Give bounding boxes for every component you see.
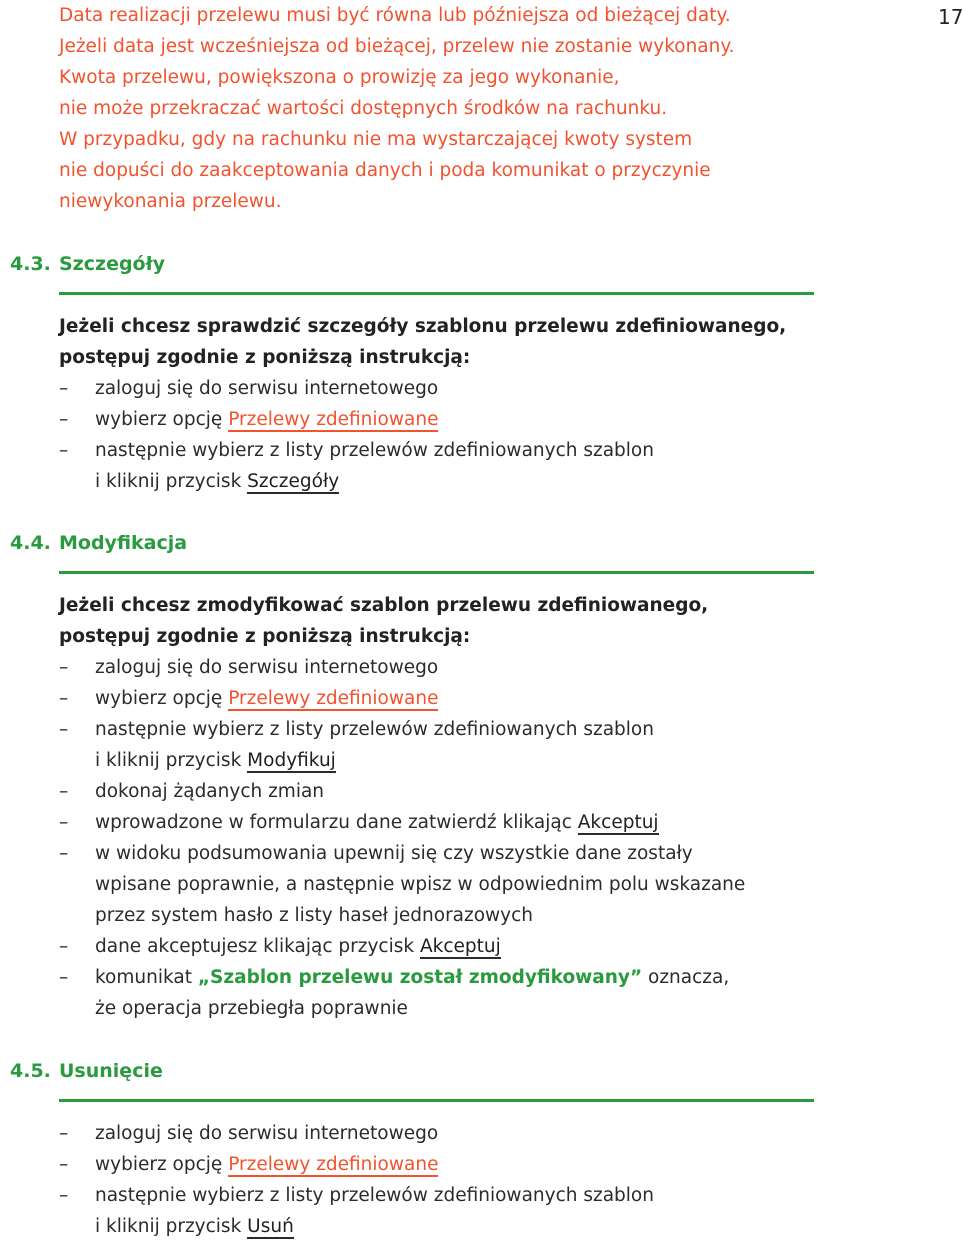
section-lead	[59, 590, 859, 652]
list-item	[59, 404, 879, 435]
akceptuj-button[interactable]: Akceptuj	[577, 812, 659, 833]
step-text: wybierz opcję	[95, 1154, 229, 1175]
step-text: następnie wybierz z listy przelewów zdefiniowanych szablon	[95, 719, 654, 740]
list-item	[59, 807, 879, 838]
dash-bullet: –	[59, 936, 69, 957]
szczegoly-button[interactable]: Szczegóły	[247, 471, 340, 492]
section-divider	[59, 292, 814, 295]
step-text: w widoku podsumowania upewnij się czy wszystkie dane zostały	[95, 843, 693, 864]
intro-line: Kwota przelewu, powiększona o prowizję za jego wykonanie,	[59, 67, 620, 88]
section-number: 4.4.	[10, 532, 51, 554]
steps-list	[59, 652, 879, 1024]
dash-bullet: –	[59, 719, 69, 740]
list-item	[59, 373, 879, 404]
section-number: 4.3.	[10, 253, 51, 275]
dash-bullet: –	[59, 1123, 69, 1144]
step-text: dokonaj żądanych zmian	[95, 781, 325, 802]
lead-line: postępuj zgodnie z poniższą instrukcją:	[59, 626, 471, 647]
step-text: wybierz opcję	[95, 409, 229, 430]
intro-line: nie może przekraczać wartości dostępnych środków na rachunku.	[59, 98, 668, 119]
section-title: Szczegóły	[59, 253, 166, 275]
section-divider	[59, 1099, 814, 1102]
step-text: oznacza,	[642, 967, 730, 988]
list-item	[59, 652, 879, 683]
list-item	[59, 435, 879, 497]
akceptuj-button[interactable]: Akceptuj	[419, 936, 501, 957]
steps-list	[59, 373, 879, 497]
list-item	[59, 1180, 879, 1242]
section-heading	[0, 528, 960, 559]
intro-line: nie dopuści do zaakceptowania danych i poda komunikat o przyczynie	[59, 160, 711, 181]
dash-bullet: –	[59, 781, 69, 802]
list-item	[59, 776, 879, 807]
steps-list	[59, 1118, 879, 1242]
przelewy-zdefiniowane-link[interactable]: Przelewy zdefiniowane	[228, 688, 439, 709]
list-item	[59, 683, 879, 714]
dash-bullet: –	[59, 967, 69, 988]
step-text: komunikat	[95, 967, 198, 988]
lead-line: Jeżeli chcesz sprawdzić szczegóły szablonu przelewu zdefiniowanego,	[59, 316, 787, 337]
intro-line: Jeżeli data jest wcześniejsza od bieżącej, przelew nie zostanie wykonany.	[59, 36, 735, 57]
intro-line: Data realizacji przelewu musi być równa lub późniejsza od bieżącej daty.	[59, 5, 731, 26]
section-heading	[0, 1056, 960, 1087]
step-text: i kliknij przycisk	[95, 471, 248, 492]
step-text: następnie wybierz z listy przelewów zdefiniowanych szablon	[95, 440, 654, 461]
dash-bullet: –	[59, 657, 69, 678]
modyfikuj-button[interactable]: Modyfikuj	[247, 750, 336, 771]
dash-bullet: –	[59, 843, 69, 864]
dash-bullet: –	[59, 409, 69, 430]
section-divider	[59, 571, 814, 574]
step-text: wybierz opcję	[95, 688, 229, 709]
step-text: przez system hasło z listy haseł jednorazowych	[95, 905, 534, 926]
step-text: następnie wybierz z listy przelewów zdefiniowanych szablon	[95, 1185, 654, 1206]
list-item	[59, 931, 879, 962]
section-title: Modyfikacja	[59, 532, 188, 554]
intro-line: W przypadku, gdy na rachunku nie ma wystarczającej kwoty system	[59, 129, 693, 150]
list-item	[59, 962, 879, 1024]
list-item	[59, 1149, 879, 1180]
section-title: Usunięcie	[59, 1060, 163, 1082]
section-lead	[59, 311, 859, 373]
dash-bullet: –	[59, 1185, 69, 1206]
dash-bullet: –	[59, 812, 69, 833]
step-text: i kliknij przycisk	[95, 1216, 248, 1237]
przelewy-zdefiniowane-link[interactable]: Przelewy zdefiniowane	[228, 1154, 439, 1175]
list-item	[59, 1118, 879, 1149]
lead-line: Jeżeli chcesz zmodyfikować szablon przelewu zdefiniowanego,	[59, 595, 709, 616]
list-item	[59, 714, 879, 776]
section-number: 4.5.	[10, 1060, 51, 1082]
page-number: 17	[938, 5, 963, 29]
przelewy-zdefiniowane-link[interactable]: Przelewy zdefiniowane	[228, 409, 439, 430]
step-text: wprowadzone w formularzu dane zatwierdź klikając	[95, 812, 578, 833]
intro-notice	[59, 0, 859, 217]
dash-bullet: –	[59, 1154, 69, 1175]
list-item	[59, 838, 879, 931]
step-text: dane akceptujesz klikając przycisk	[95, 936, 420, 957]
step-text: zaloguj się do serwisu internetowego	[95, 657, 439, 678]
section-heading	[0, 249, 960, 280]
step-text: zaloguj się do serwisu internetowego	[95, 1123, 439, 1144]
dash-bullet: –	[59, 378, 69, 399]
intro-line: niewykonania przelewu.	[59, 191, 282, 212]
lead-line: postępuj zgodnie z poniższą instrukcją:	[59, 347, 471, 368]
step-text: wpisane poprawnie, a następnie wpisz w odpowiednim polu wskazane	[95, 874, 746, 895]
step-text: zaloguj się do serwisu internetowego	[95, 378, 439, 399]
dash-bullet: –	[59, 688, 69, 709]
dash-bullet: –	[59, 440, 69, 461]
success-message: „Szablon przelewu został zmodyfikowany”	[197, 967, 643, 988]
step-text: i kliknij przycisk	[95, 750, 248, 771]
step-text: że operacja przebiegła poprawnie	[95, 998, 408, 1019]
usun-button[interactable]: Usuń	[247, 1216, 294, 1237]
